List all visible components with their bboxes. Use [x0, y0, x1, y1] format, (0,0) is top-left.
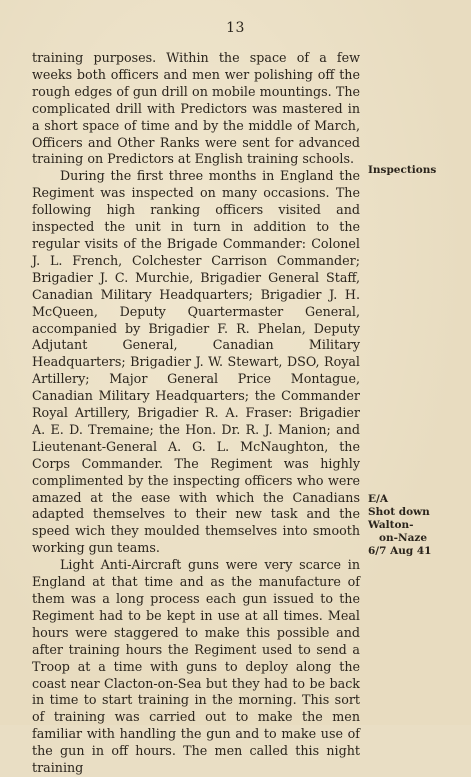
margin-note-ea: E/A: [368, 493, 388, 505]
margin-note-walton: Walton-: [368, 519, 414, 531]
page-number: 13: [226, 20, 245, 36]
body-text: [32, 50, 360, 777]
margin-note-shot-down: Shot down: [368, 506, 430, 518]
paragraph-inspections: During the first three months in England the Regiment was inspected on many occasions. The following high ranking officers visited and inspected the unit in turn in addition to the regular visits of the Brigade Commander: Colonel J. L. French, Colchester Carrison Commander; Brigadier J. C. Murchie, Brigadier General Staff, Canadian Military Headquarters; Brigadier J. H. McQueen, Deputy Quartermaster General, accompanied by Brigadier F. R. Phelan, Deputy Adjutant General, Canadian Military Headquarters; Brigadier J. W. Stewart, DSO, Royal Artillery; Major General Price Montague, Canadian Military Headquarters; the Commander Royal Artillery, Brigadier R. A. Fraser: Brigadier A. E. D. Tremaine; the Hon. Dr. R. J. Manion; and Lieutenant-General A. G. L. McNaughton, the Corps Commander. The Regiment was highly complimented by the inspecting officers who were amazed at the ease with which the Canadians adapted themselves to their new task and the speed wich they moulded themselves into smooth working gun teams.: [32, 168, 360, 556]
margin-note-inspections: Inspections: [368, 164, 437, 176]
margin-note-on-naze: on-Naze: [379, 532, 428, 544]
paragraph-anti-aircraft: Light Anti-Aircraft guns were very scarce in England at that time and as the manufacture of them was a long process each gun issued to the Regiment had to be kept in use at all times. Meal hours were staggered to make this possible and after training hours the Regiment used to send a Troop at a time with guns to deploy along the coast near Clacton-on-Sea but they had to be back in time to start training in the morning. This sort of training was carried out to make the men familiar with handling the gun and to make use of the gun in off hours. The men called this night training: [32, 557, 360, 776]
margin-note-date: 6/7 Aug 41: [368, 545, 432, 557]
paragraph-training: training purposes. Within the space of a few weeks both officers and men wer polishing off the rough edges of gun drill on mobile mountings. The complicated drill with Predictors was mastered in a short space of time and by the middle of March, Officers and Other Ranks were sent for advanced training on Predictors at English training schools.: [32, 50, 360, 167]
